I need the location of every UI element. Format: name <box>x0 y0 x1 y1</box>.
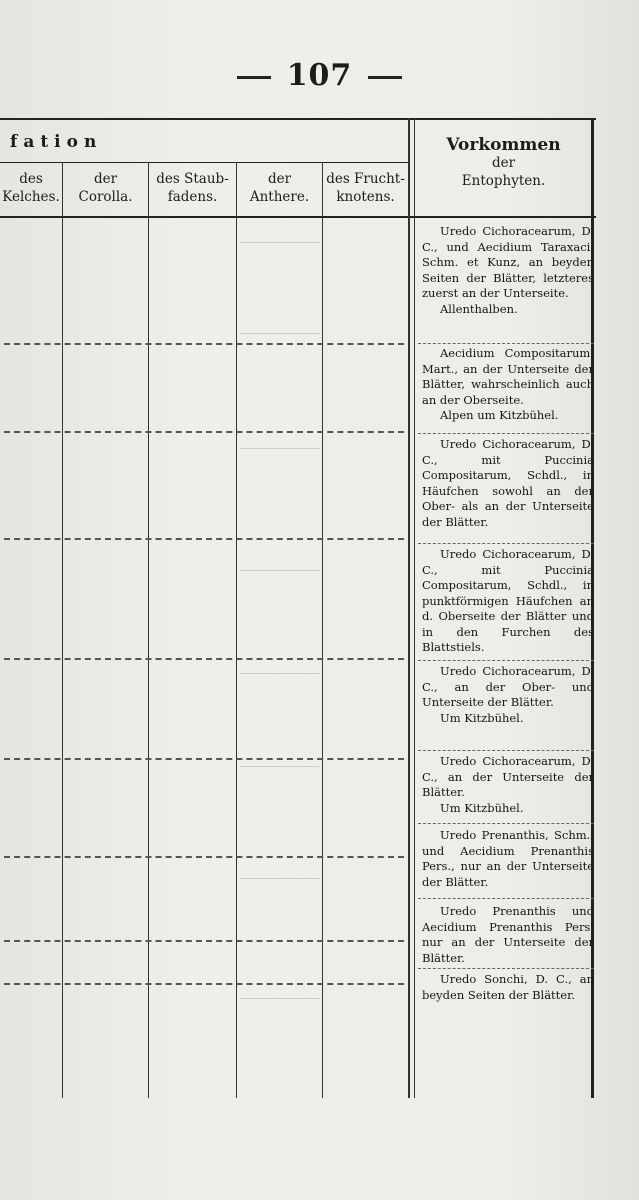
right-dash <box>368 76 402 79</box>
column-rule-double <box>414 118 415 1098</box>
entry-text: Uredo Cichoracearum, D. C., mit Puccinia Compositarum, Schdl., in punktförmigen Häufchen an d. Oberseite der Blätter und in den Furchen des Blattstiels. <box>422 547 594 654</box>
header-line: Entophyten. <box>461 173 546 189</box>
page-number <box>0 58 639 93</box>
entry <box>422 972 594 1003</box>
entry-separator <box>418 968 594 969</box>
entry-location: Allenthalben. <box>440 301 518 316</box>
entry-text: Aecidium Compositarum, Mart., an der Unterseite der Blätter, wahrscheinlich auch an der Oberseite. <box>422 346 594 407</box>
bleed-through <box>240 570 320 617</box>
entry <box>422 828 594 890</box>
bleed-through <box>240 766 320 827</box>
bleed-through <box>240 448 320 495</box>
header-bottom-rule <box>0 216 596 218</box>
row-separator <box>4 856 404 858</box>
header-vorkommen <box>416 136 591 190</box>
header-line: Kelches. <box>2 189 60 205</box>
header-line: knotens. <box>336 189 395 205</box>
entry-text: Uredo Cichoracearum, D. C., mit Puccinia Compositarum, Schdl., in Häufchen sowohl an der Ober- als an der Unterseite der Blätter. <box>422 437 594 529</box>
entry <box>422 224 594 317</box>
entry-location: Um Kitzbühel. <box>440 710 524 725</box>
column-rule <box>236 162 237 1098</box>
entry-text: Uredo Sonchi, D. C., an beyden Seiten der Blätter. <box>422 972 594 1002</box>
entry-text: Uredo Cichoracearum, D. C., an der Ober- und Unterseite der Blätter. <box>422 664 594 709</box>
header-line: der <box>491 155 516 171</box>
header-line: der <box>267 171 292 187</box>
header-staubfaden <box>149 170 236 206</box>
column-rule-double <box>408 118 410 1098</box>
entry-separator <box>418 660 594 661</box>
bleed-through <box>240 333 320 380</box>
row-separator <box>4 658 404 660</box>
entry <box>422 664 594 726</box>
entry-separator <box>418 433 594 434</box>
header-line: Vorkommen <box>446 135 561 155</box>
row-separator <box>4 983 404 985</box>
header-line: des Frucht- <box>326 171 405 187</box>
entry <box>422 437 594 530</box>
header-line: der <box>93 171 118 187</box>
header-corolla <box>63 170 148 206</box>
entry-separator <box>418 343 594 344</box>
entry-text: Uredo Prenanthis, Schm., und Aecidium Prenanthis Pers., nur an der Unterseite der Blätter. <box>422 828 594 889</box>
left-dash <box>237 76 271 79</box>
header-line: des Staub- <box>156 171 229 187</box>
table-top-rule <box>0 118 596 120</box>
row-separator <box>4 940 404 942</box>
row-separator <box>4 538 404 540</box>
entry-separator <box>418 750 594 751</box>
header-fruchtknoten <box>323 170 408 206</box>
page-number-text: 107 <box>286 58 353 93</box>
column-rule <box>62 162 63 1098</box>
bleed-through <box>240 998 320 1059</box>
entry-location: Alpen um Kitzbühel. <box>440 408 559 422</box>
row-separator <box>4 431 404 433</box>
header-line: Corolla. <box>78 189 133 205</box>
entry <box>422 754 594 816</box>
header-line: Anthere. <box>249 189 310 205</box>
bleed-through <box>240 673 320 734</box>
header-anthere <box>237 170 322 206</box>
column-rule <box>322 162 323 1098</box>
entry-separator <box>418 898 594 899</box>
header-line: fadens. <box>167 189 218 205</box>
bleed-through <box>240 878 320 939</box>
header-kelch <box>0 170 62 206</box>
group-heading: fation <box>10 132 103 152</box>
row-separator <box>4 758 404 760</box>
entry <box>422 346 594 424</box>
header-line: des <box>19 171 43 187</box>
bleed-through <box>240 242 320 289</box>
entry <box>422 547 594 656</box>
entry-location: Um Kitzbühel. <box>440 800 524 815</box>
entry-text: Uredo Cichoracearum, D. C., und Aecidium Taraxaci, Schm. et Kunz, an beyden Seiten der Blätter, letzteres zuerst an der Unterseite. <box>422 224 594 300</box>
entry <box>422 904 594 966</box>
entry-separator <box>418 543 594 544</box>
entry-text: Uredo Cichoracearum, D. C., an der Unterseite der Blätter. <box>422 754 594 799</box>
row-separator <box>4 343 404 345</box>
entry-separator <box>418 823 594 824</box>
entry-text: Uredo Prenanthis und Aecidium Prenanthis Pers. nur an der Unterseite der Blätter. <box>422 904 594 965</box>
column-rule <box>148 162 149 1098</box>
